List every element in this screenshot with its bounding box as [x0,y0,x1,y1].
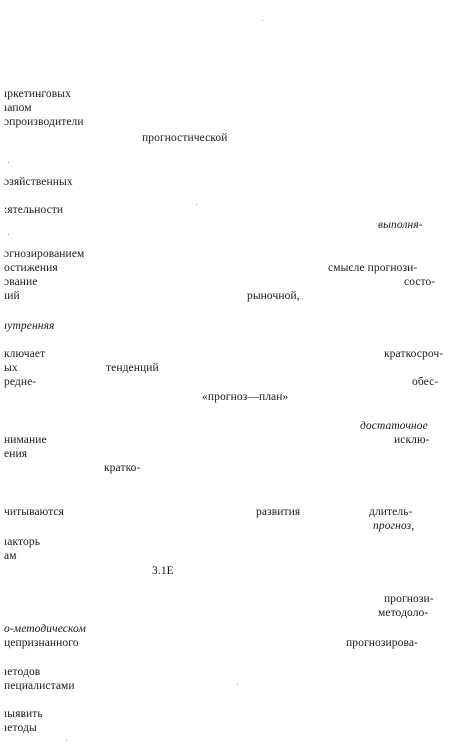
scan-speck [66,740,67,741]
text-fragment: методоло- [378,607,429,619]
text-fragment: исклю- [394,434,430,446]
text-fragment: длитель- [369,506,413,518]
text-fragment: ɔзяйственных [4,176,73,188]
scan-speck [237,684,238,685]
text-fragment: читываются [4,506,65,518]
text-fragment: рыночной, [247,290,300,302]
text-fragment: ıапом [4,102,32,114]
text-fragment: ɔпроизводители [4,116,84,128]
text-fragment: ɔвание [4,276,38,288]
text-fragment: обес- [412,376,439,388]
text-fragment: прогнозирова- [346,637,418,649]
text-fragment: краткосроч- [384,348,444,360]
text-fragment: ıакторь [4,536,41,548]
scan-speck [8,234,9,235]
text-fragment: ıыявить [4,708,43,720]
text-fragment: прогноз, [373,520,415,532]
text-fragment: ıий [4,290,20,302]
text-fragment: :ятельности [4,204,64,216]
text-fragment: ых [4,362,18,374]
text-fragment: выполня- [378,219,423,231]
text-fragment: ıетоды [4,722,37,734]
text-fragment: редне- [4,376,37,388]
scan-speck [8,162,9,163]
text-fragment: ам [4,550,17,562]
text-fragment: смысле прогнози- [328,262,418,274]
text-fragment: состо- [404,276,436,288]
text-fragment: кратко- [104,462,141,474]
text-fragment: 3.1E [152,565,174,577]
text-fragment: достаточное [360,420,428,432]
text-fragment: «прогноз—план» [202,391,289,403]
text-fragment: ıркетинговых [4,88,71,100]
text-fragment: нимание [4,434,47,446]
text-fragment: пециалистами [4,680,75,692]
text-fragment: прогностической [142,132,228,144]
text-fragment: тенденций [106,362,159,374]
text-fragment: развития [256,506,301,518]
scan-speck [196,204,197,205]
scan-speck [262,20,263,21]
text-fragment: ıетодов [4,666,41,678]
text-fragment: о-методическом [4,623,86,635]
text-fragment: ıутренняя [4,320,55,332]
text-fragment: остижения [4,262,58,274]
text-fragment: прогнози- [384,593,434,605]
text-fragment: цепризнанного [4,637,79,649]
text-fragment: ключает [4,348,46,360]
text-fragment: ɔгнозированием [4,248,85,260]
text-fragment: ения [4,448,28,460]
